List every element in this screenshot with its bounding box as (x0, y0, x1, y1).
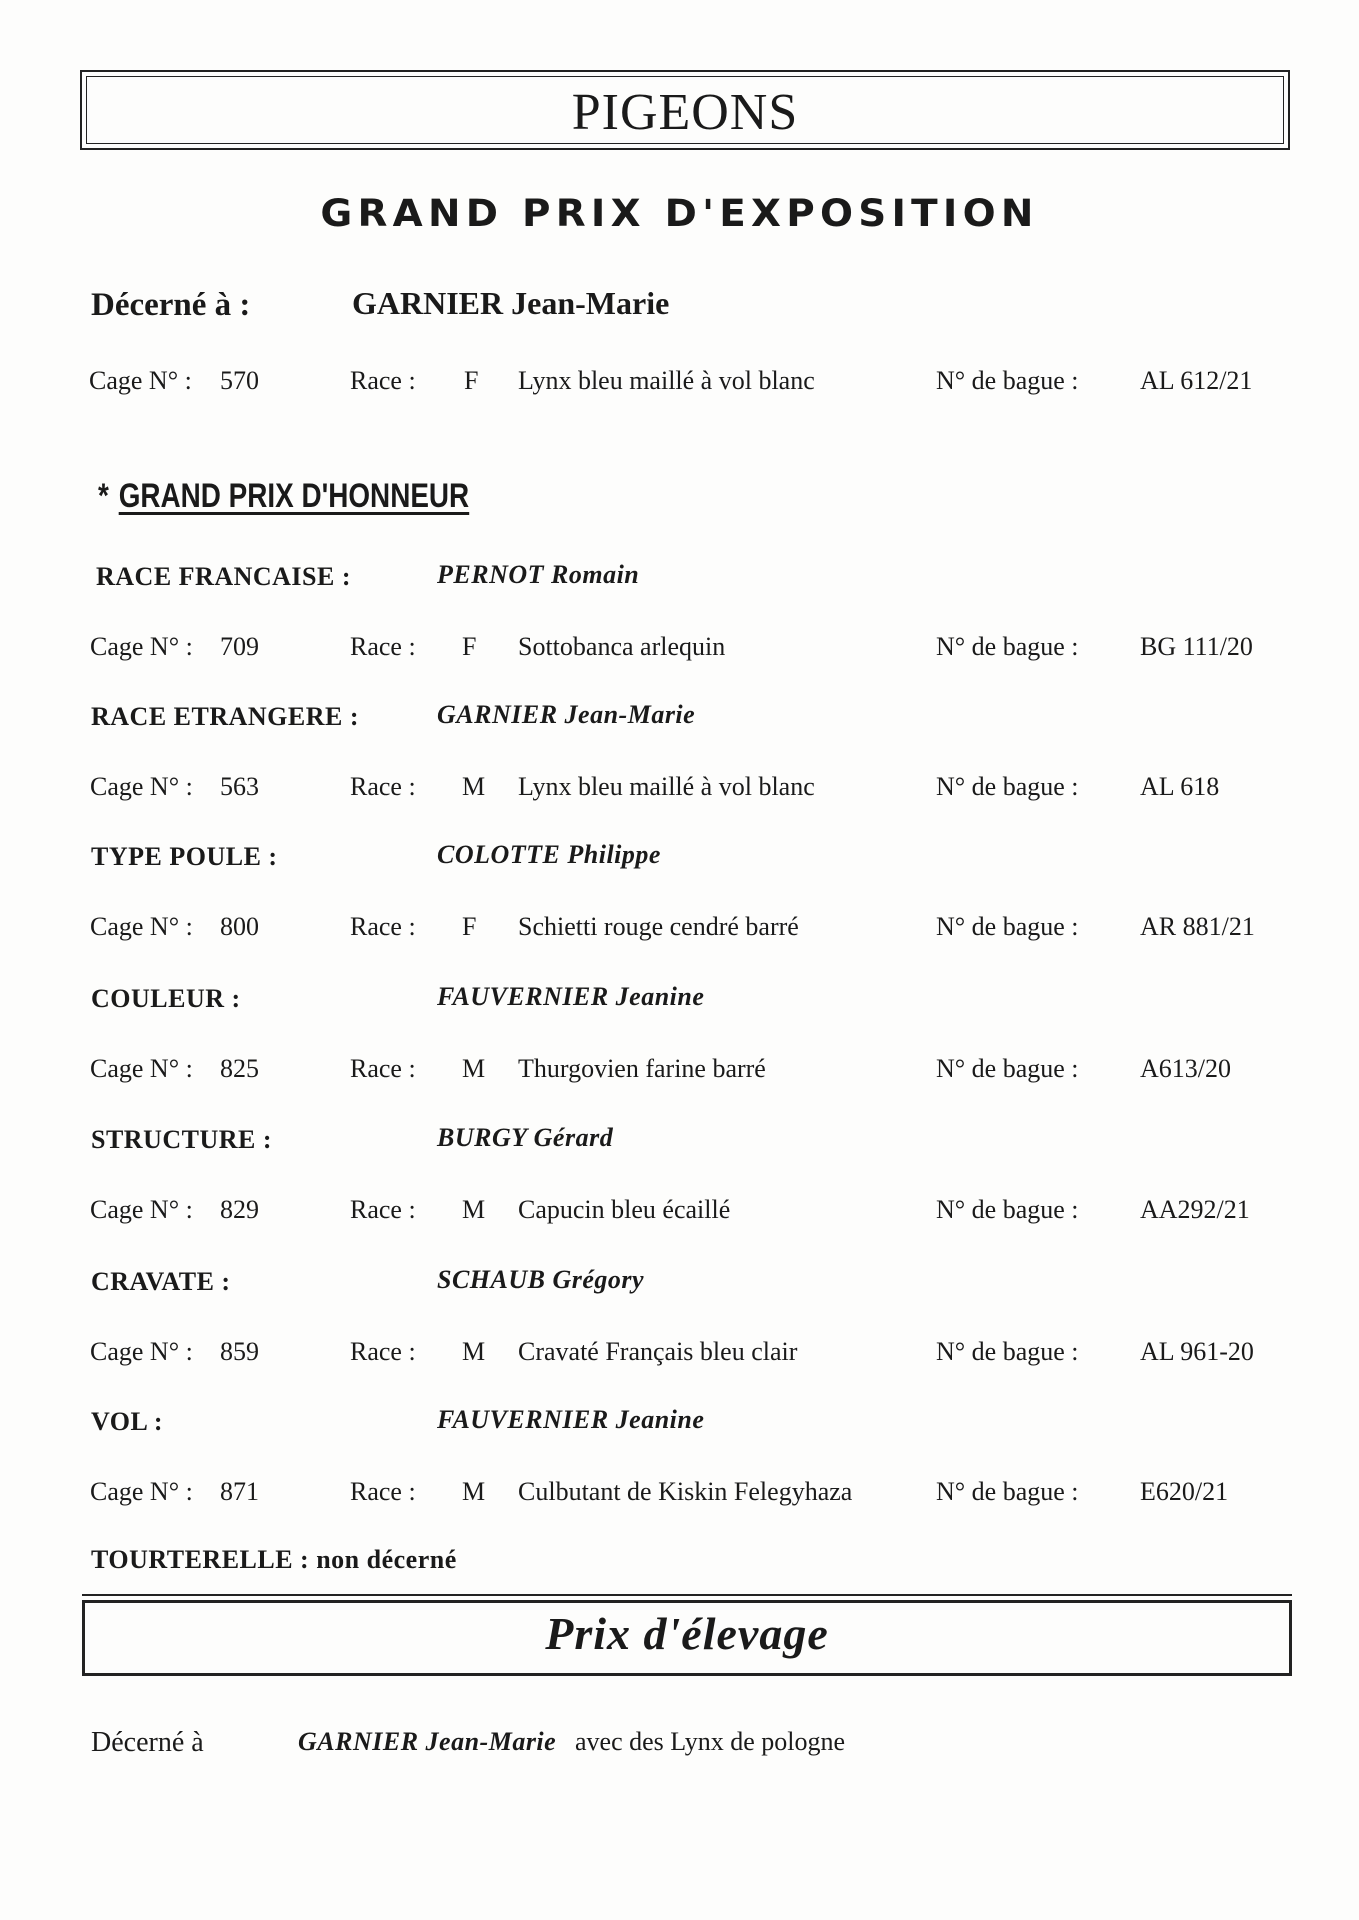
expo-awarded-label: Décerné à : (91, 287, 251, 323)
breed: Lynx bleu maillé à vol blanc (518, 366, 815, 395)
breed: Culbutant de Kiskin Felegyhaza (518, 1477, 853, 1506)
grand-prix-honneur-heading (98, 477, 469, 516)
sex: M (462, 1477, 486, 1506)
ring-number: AL 961-20 (1140, 1337, 1254, 1366)
expo-winner: GARNIER Jean-Marie (352, 285, 670, 321)
category-label: RACE ETRANGERE : (91, 702, 360, 731)
sex: F (464, 366, 479, 395)
category-label: VOL : (91, 1407, 164, 1436)
cage-label: Cage N° : (90, 632, 193, 661)
ring-number: AL 618 (1140, 772, 1220, 801)
cage-label: Cage N° : (90, 1337, 193, 1366)
breed: Lynx bleu maillé à vol blanc (518, 772, 815, 801)
category-winner: PERNOT Romain (437, 560, 640, 589)
grand-prix-honneur-title: GRAND PRIX D'HONNEUR (118, 477, 470, 515)
tourterelle-line: TOURTERELLE : non décerné (91, 1545, 457, 1574)
race-label: Race : (350, 1337, 416, 1366)
ring-label: N° de bague : (936, 1054, 1079, 1083)
prix-elevage-frame (82, 1603, 1292, 1676)
cage-label: Cage N° : (90, 1054, 193, 1083)
category-winner: GARNIER Jean-Marie (437, 700, 696, 729)
category-label: RACE FRANCAISE : (96, 562, 352, 591)
breed: Cravaté Français bleu clair (518, 1337, 798, 1366)
breed: Sottobanca arlequin (518, 632, 726, 661)
ring-number: AL 612/21 (1140, 366, 1253, 395)
page-title: PIGEONS (571, 83, 799, 141)
cage-number: 570 (220, 366, 259, 395)
race-label: Race : (350, 1054, 416, 1083)
prix-elevage-heading: Prix d'élevage (545, 1608, 829, 1659)
breed: Capucin bleu écaillé (518, 1195, 731, 1224)
cage-number: 825 (220, 1054, 259, 1083)
sex: M (462, 1195, 486, 1224)
ring-label: N° de bague : (936, 1477, 1079, 1506)
ring-number: AA292/21 (1140, 1195, 1250, 1224)
category-winner: FAUVERNIER Jeanine (437, 982, 705, 1011)
sex: F (462, 632, 477, 661)
ring-label: N° de bague : (936, 1337, 1079, 1366)
category-label: TYPE POULE : (91, 842, 278, 871)
race-label: Race : (350, 912, 416, 941)
breed: Thurgovien farine barré (518, 1054, 766, 1083)
race-label: Race : (350, 1477, 416, 1506)
cage-number: 871 (220, 1477, 259, 1506)
elevage-winner: GARNIER Jean-Marie (298, 1727, 557, 1756)
cage-label: Cage N° : (90, 1477, 193, 1506)
cage-number: 859 (220, 1337, 259, 1366)
ring-label: N° de bague : (936, 366, 1079, 395)
sex: M (462, 1337, 486, 1366)
cage-number: 563 (220, 772, 259, 801)
cage-number: 800 (220, 912, 259, 941)
category-winner: COLOTTE Philippe (437, 840, 661, 869)
ring-label: N° de bague : (936, 772, 1079, 801)
cage-number: 829 (220, 1195, 259, 1224)
elevage-awarded-label: Décerné à (91, 1727, 204, 1758)
title-frame (80, 70, 1290, 150)
race-label: Race : (350, 632, 416, 661)
category-label: STRUCTURE : (91, 1125, 273, 1154)
category-winner: BURGY Gérard (437, 1123, 614, 1152)
grand-prix-exposition-heading: GRAND PRIX D'EXPOSITION (320, 192, 1039, 235)
race-label: Race : (350, 366, 416, 395)
elevage-suffix: avec des Lynx de pologne (575, 1727, 846, 1756)
ring-label: N° de bague : (936, 632, 1079, 661)
cage-label: Cage N° : (90, 772, 193, 801)
cage-label: Cage N° : (90, 1195, 193, 1224)
sex: M (462, 1054, 486, 1083)
ring-label: N° de bague : (936, 912, 1079, 941)
category-winner: FAUVERNIER Jeanine (437, 1405, 705, 1434)
sex: F (462, 912, 477, 941)
cage-label: Cage N° : (90, 912, 193, 941)
race-label: Race : (350, 772, 416, 801)
sex: M (462, 772, 486, 801)
star-marker: * (98, 477, 109, 515)
category-label: CRAVATE : (91, 1267, 231, 1296)
category-winner: SCHAUB Grégory (437, 1265, 645, 1294)
race-label: Race : (350, 1195, 416, 1224)
ring-number: AR 881/21 (1140, 912, 1255, 941)
ring-number: E620/21 (1140, 1477, 1229, 1506)
breed: Schietti rouge cendré barré (518, 912, 799, 941)
cage-number: 709 (220, 632, 259, 661)
ring-number: BG 111/20 (1140, 632, 1253, 661)
ring-number: A613/20 (1140, 1054, 1231, 1083)
cage-label: Cage N° : (89, 366, 192, 395)
ring-label: N° de bague : (936, 1195, 1079, 1224)
category-label: COULEUR : (91, 984, 241, 1013)
